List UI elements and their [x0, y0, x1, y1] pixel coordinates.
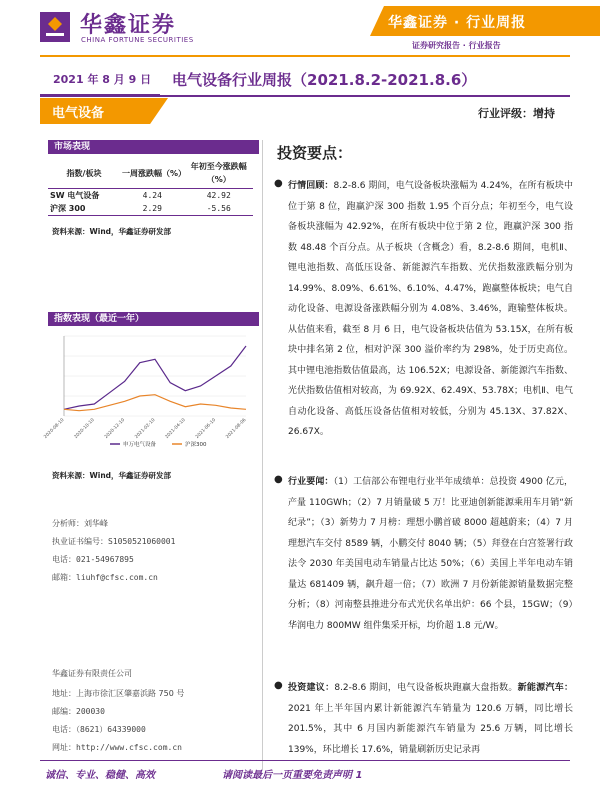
row-ytd: -5.56: [206, 204, 231, 213]
legend-label: 申万电气设备: [123, 442, 157, 448]
company-website[interactable]: 网址：http://www.cfsc.com.cn: [52, 743, 182, 752]
company-zip: 邮编：200030: [52, 707, 105, 716]
company-tel: 电话：（8621）64339000: [52, 725, 146, 734]
company-logo-english: CHINA FORTUNE SECURITIES: [81, 36, 194, 44]
paragraph-industry-news: [288, 472, 573, 636]
company-logo-mark: [40, 12, 70, 42]
para-body: 2021 年上半年国内累计新能源汽车销量为 120.6 万辆，同比增长 201.5%，其中 6 月国内新能源汽车销量为 25.6 万辆，同比增长 139%，环比增长 17.6%，销量刷新历史记录再: [288, 703, 573, 755]
x-tick-label: 2021-04-10: [164, 417, 187, 440]
header-divider: [40, 55, 570, 57]
footer-disclaimer[interactable]: 请阅读最后一页重要免责声明 1: [222, 770, 363, 781]
x-tick-label: 2021-06-10: [195, 417, 218, 440]
company-address: 地址：上海市徐汇区肇嘉浜路 750 号: [52, 689, 185, 698]
para-head: 行业要闻：: [288, 477, 334, 487]
legend-label: 沪深300: [185, 442, 207, 448]
analyst-cert: 执业证书编号：S1050521060001: [52, 537, 176, 546]
row-week: 2.29: [142, 204, 162, 213]
bullet-icon: ●: [274, 178, 283, 189]
company-name: 华鑫证券有限责任公司: [52, 669, 132, 678]
analyst-email[interactable]: 邮箱：liuhf@cfsc.com.cn: [52, 573, 158, 582]
header-banner-text: 华鑫证券 · 行业周报: [388, 15, 527, 31]
bullet-icon: ●: [274, 680, 283, 691]
footer-motto: 诚信、专业、稳健、高效: [45, 770, 155, 781]
series-line-sector: [64, 346, 246, 409]
industry-rating: 行业评级：增持: [478, 107, 555, 120]
report-title: 电气设备行业周报（2021.8.2-2021.8.6）: [172, 71, 477, 89]
bullet-icon: ●: [274, 474, 283, 485]
row-week: 4.24: [142, 191, 162, 200]
column-divider: [262, 140, 263, 770]
x-tick-label: 2020-12-10: [104, 417, 127, 440]
footer-divider: [40, 760, 570, 761]
series-line-hs300: [64, 395, 246, 411]
x-tick-label: 2021-08-06: [225, 417, 248, 440]
table-row: [48, 202, 253, 216]
index-chart: [43, 330, 250, 450]
analyst-phone: 电话：021-54967895: [52, 555, 134, 564]
col-header-index: 指数/板块: [66, 168, 102, 178]
sector-label: 电气设备: [52, 106, 105, 121]
x-tick-label: 2020-08-10: [43, 417, 66, 440]
x-tick-label: 2020-10-10: [73, 417, 96, 440]
row-name: SW 电气设备: [50, 191, 100, 200]
para-head: 投资建议：: [288, 683, 335, 693]
market-source: 资料来源：Wind，华鑫证券研发部: [52, 227, 172, 236]
para-body: 8.2-8.6 期间，电气设备板块跑赢大盘指数。: [334, 683, 518, 693]
market-heading: 市场表现: [48, 140, 259, 154]
analyst-name: 分析师：刘华峰: [52, 519, 108, 528]
index-chart-heading: 指数表现（最近一年）: [48, 312, 259, 326]
table-header-row: [48, 158, 253, 189]
title-divider: [40, 95, 570, 97]
para-body: 8.2-8.6 期间，电气设备板块涨幅为 4.24%，在所有板块中位于第 8 位，跑赢沪深 300 指数 1.95 个百分点；年初至今，电气设备板块涨幅为 42.92%，在所有板块中位于第 2 位，跑赢沪深 300 指数 48.48 个百分点。从子板块（含概念）看，8.2-8.6 期间，电机Ⅱ、锂电池指数、高低压设备、新能源汽车指数、光伏指数涨跌幅分别为 14.99%、8.09%、6.61%、6.10%、4.47%，跑赢整体板块；电气自动化设备、电源设备涨跌幅分别为 4.08%、3.46%，跑输整体板块。从估值来看，截至 8 月 6 日，电气设备板块估值为 53.15X，在所有板块中排名第 2 位，相对沪深 300 溢价率约为 298%，处于历史高位。其中锂电池指数估值最高，达 106.52X；电源设备、新能源汽车指数、光伏指数估值相对较高，为 69.92X、62.49X、53.78X；电机Ⅱ、电气自动化设备、高低压设备估值相对较低，分别为 45.13X、37.82X、26.67X。: [288, 181, 573, 437]
x-tick-label: 2021-02-10: [134, 417, 157, 440]
col-header-ytd: 年初至今涨跌幅（%）: [190, 162, 247, 184]
paragraph-market-review: [288, 176, 573, 443]
row-ytd: 42.92: [206, 191, 231, 200]
table-row: [48, 189, 253, 203]
company-logo-name: 华鑫证券: [80, 13, 177, 38]
report-date: 2021 年 8 月 9 日: [53, 73, 152, 86]
para-head: 行情回顾：: [288, 181, 334, 191]
col-header-week: 一周涨跌幅（%）: [121, 168, 186, 178]
market-table: [48, 158, 253, 216]
chart-source: 资料来源：Wind，华鑫证券研发部: [52, 471, 172, 480]
header-subtitle: 证券研究报告 · 行业报告: [412, 41, 501, 50]
paragraph-investment-advice: [288, 678, 573, 756]
para-body: （1）工信部公布锂电行业半年成绩单：总投资 4900 亿元，产量 110GWh；（2）7 月销量破 5 万！比亚迪创新能源乘用车月销“新纪录”；（3）新势力 7 月榜：理想小鹏首破 8000 超越蔚来；（4）7 月理想汽车交付 8589 辆，小鹏交付 8040 辆；（5）拜登在白宫签署行政法令 2030 年美国电动车销量占比达 50%；（6）美国上半年电动车销量达 681409 辆，飙升超一倍；（7）欧洲 7 月份新能源销量数据完整分析；（8）河南整县推进分布式光伏名单出炉：66 个县，15GW；（9）华润电力 800MW 组件集采开标，均价超 1.8 元/W。: [288, 477, 573, 631]
para-subhead: 新能源汽车：: [517, 683, 573, 693]
row-name: 沪深 300: [50, 204, 86, 213]
investment-points-title: 投资要点：: [277, 144, 353, 162]
